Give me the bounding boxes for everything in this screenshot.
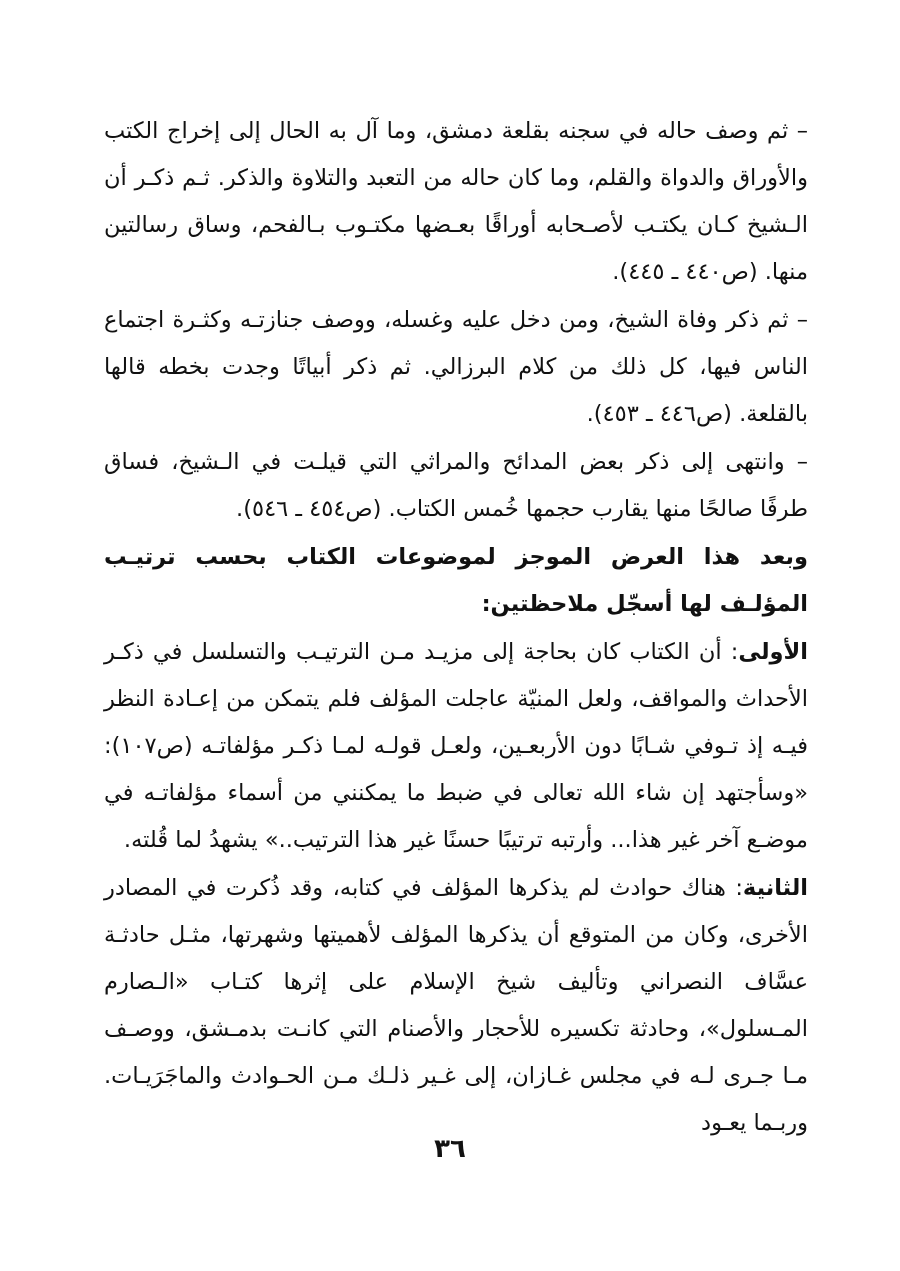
page-number: ٣٦ — [434, 1134, 466, 1164]
paragraph-text: – ثم وصف حاله في سجنه بقلعة دمشق، وما آل به الحال إلى إخراج الكتب والأوراق والدواة والقلم، وما كان حاله من التعبد والتلاوة والذكر. ثـم ذكـر أن الـشيخ كـان يكتـب لأصـحابه أوراقًا بعـضها مكتـوب بـالفحم، وساق رسالتين منها. (ص٤٤٠ ـ ٤٤٥). — [104, 118, 808, 285]
paragraph-death-of-sheikh — [104, 297, 808, 438]
paragraph-text: – وانتهى إلى ذكر بعض المدائح والمراثي التي قيلـت في الـشيخ، فساق طرفًا صالحًا منها يقارب حجمها خُمس الكتاب. (ص٤٥٤ ـ ٥٤٦). — [104, 449, 808, 522]
paragraph-second-remark — [104, 865, 808, 1147]
remark-lead-first: الأولى — [738, 639, 808, 665]
paragraph-text: – ثم ذكر وفاة الشيخ، ومن دخل عليه وغسله، ووصف جنازتـه وكثـرة اجتماع الناس فيها، كل ذلك من كلام البرزالي. ثم ذكر أبياتًا وجدت بخطه قالها بالقلعة. (ص٤٤٦ ـ ٤٥٣). — [104, 307, 808, 427]
paragraph-text: : هناك حوادث لم يذكرها المؤلف في كتابه، وقد ذُكرت في المصادر الأخرى، وكان من المتوقع أن يذكرها المؤلف لأهميتها وشهرتها، مثـل حادثـة عسَّاف النصراني وتأليف شيخ الإسلام على إثرها كتـاب «الـصارم المـسلول»، وحادثة تكسيره للأحجار والأصنام التي كانـت بدمـشق، ووصـف مـا جـرى لـه في مجلس غـازان، إلى غـير ذلـك مـن الحـوادث والماجَرَيـات. وربـما يعـود — [104, 875, 808, 1136]
page-body — [104, 108, 808, 1148]
section-heading-two-remarks — [104, 534, 808, 628]
paragraph-prison-description — [104, 108, 808, 296]
paragraph-first-remark — [104, 629, 808, 864]
remark-lead-second: الثانية — [742, 875, 808, 901]
paragraph-eulogies — [104, 439, 808, 533]
heading-text: وبعد هذا العرض الموجز لموضوعات الكتاب بحسب ترتيـب المؤلـف لها أسجّل ملاحظتين: — [104, 544, 808, 617]
paragraph-text: : أن الكتاب كان بحاجة إلى مزيـد مـن الترتيـب والتسلسل في ذكـر الأحداث والمواقف، ولعل المنيّة عاجلت المؤلف فلم يتمكن من إعـادة النظر فيـه إذ تـوفي شـابًا دون الأربعـين، ولعـل قولـه لمـا ذكـر مؤلفاتـه (ص١٠٧): «وسأجتهد إن شاء الله تعالى في ضبط ما يمكنني من أسماء مؤلفاتـه في موضـع آخر غير هذا... وأرتبه ترتيبًا حسنًا غير هذا الترتيب..» يشهدُ لما قُلته. — [104, 639, 808, 853]
